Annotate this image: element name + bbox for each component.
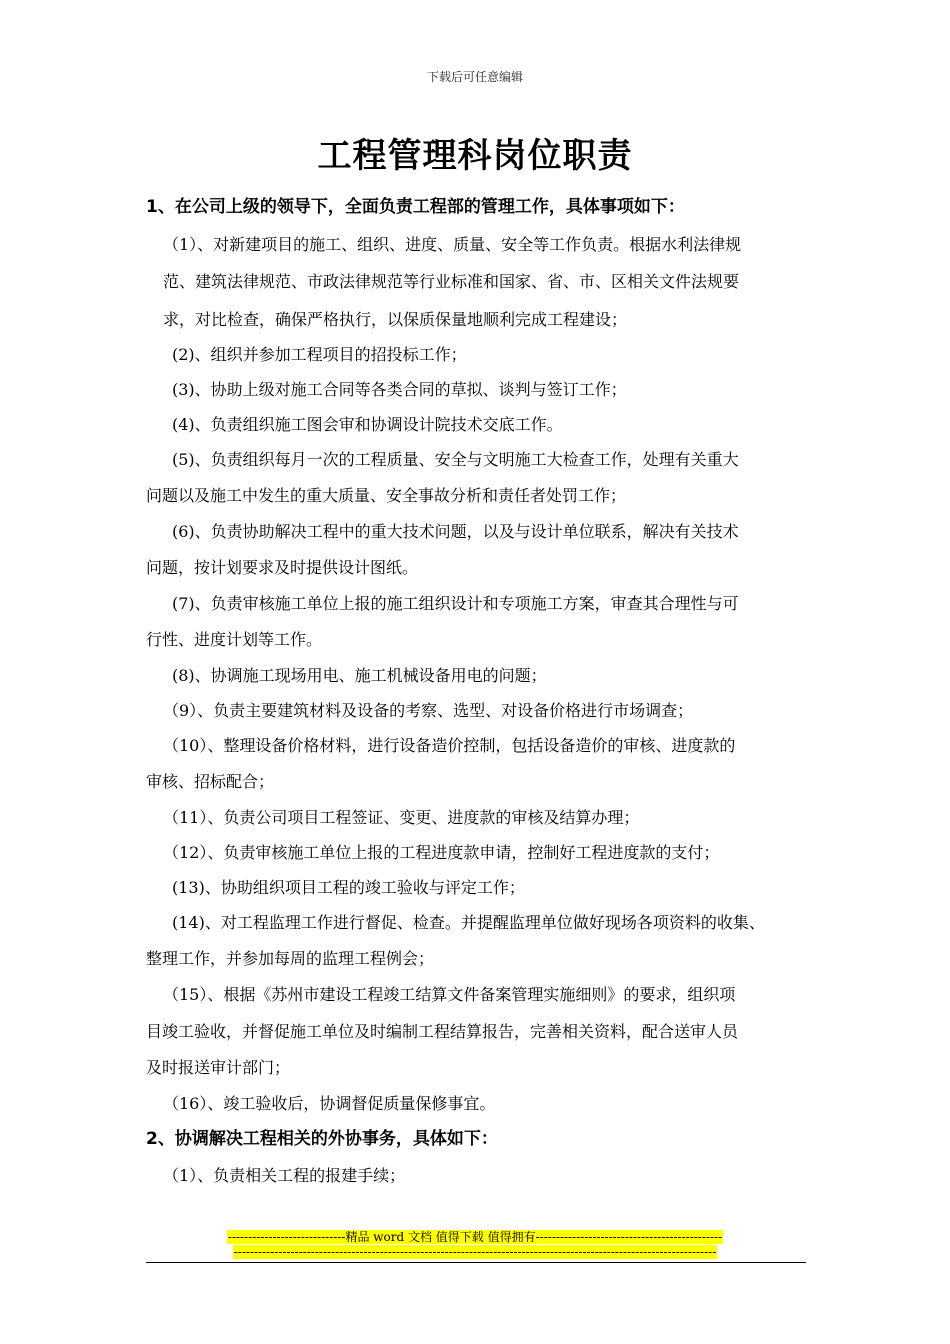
header-note: 下载后可任意编辑 [426, 70, 523, 84]
footer-banner-line2: ----------------------------------------------------------------------------------------------------------------------- [233, 1245, 717, 1259]
section-heading-1: 1、在公司上级的领导下，全面负责工程部的管理工作，具体事项如下： [146, 197, 685, 217]
paragraph-line: (8)、协调施工现场用电、施工机械设备用电的问题； [172, 666, 547, 685]
paragraph-line: （1）、对新建项目的施工、组织、进度、质量、安全等工作负责。根据水利法律规 [163, 235, 742, 254]
paragraph-line: 行性、进度计划等工作。 [146, 630, 323, 649]
document-title: 工程管理科岗位职责 [317, 136, 633, 176]
footer-banner-second [0, 1245, 950, 1259]
section-heading-2: 2、协调解决工程相关的外协事务，具体如下： [146, 1129, 498, 1149]
paragraph-line: （10）、整理设备价格材料，进行设备造价控制，包括设备造价的审核、进度款的 [163, 736, 736, 755]
paragraph-line: （1）、负责相关工程的报建手续； [163, 1166, 406, 1185]
paragraph-line: (13)、协助组织项目工程的竣工验收与评定工作； [172, 878, 525, 897]
paragraph-line: 目竣工验收，并督促施工单位及时编制工程结算报告，完善相关资料，配合送审人员 [146, 1022, 739, 1041]
paragraph-line: (2)、组织并参加工程项目的招投标工作； [172, 345, 467, 364]
paragraph-line: 问题，按计划要求及时提供设计图纸。 [146, 558, 419, 577]
paragraph-line: （16）、竣工验收后，协调督促质量保修事宜。 [163, 1094, 496, 1113]
paragraph-line: (7)、负责审核施工单位上报的施工组织设计和专项施工方案，审查其合理性与可 [172, 594, 739, 613]
paragraph-line: （11）、负责公司项目工程签证、变更、进度款的审核及结算办理； [163, 808, 640, 827]
paragraph-line: 问题以及施工中发生的重大质量、安全事故分析和责任者处罚工作； [146, 486, 627, 505]
footer-banner [0, 1228, 950, 1245]
paragraph-line: (3)、协助上级对施工合同等各类合同的草拟、谈判与签订工作； [172, 380, 627, 399]
paragraph-line: 审核、招标配合； [146, 772, 275, 791]
paragraph-line: （9）、负责主要建筑材料及设备的考察、选型、对设备价格进行市场调查； [163, 701, 694, 720]
paragraph-line: 范、建筑法律规范、市政法律规范等行业标准和国家、省、市、区相关文件法规要 [163, 272, 740, 291]
paragraph-line: 求，对比检查，确保严格执行，以保质保量地顺利完成工程建设； [163, 310, 628, 329]
paragraph-line: （15）、根据《苏州市建设工程竣工结算文件备案管理实施细则》的要求，组织项 [163, 985, 736, 1004]
paragraph-line: (14)、对工程监理工作进行督促、检查。并提醒监理单位做好现场各项资料的收集、 [172, 913, 765, 932]
paragraph-line: 整理工作，并参加每周的监理工程例会； [146, 949, 435, 968]
footer-banner-line1: -----------------------------精品 word 文档 值得下载 值得拥有---------------------------------------------- [227, 1230, 723, 1244]
paragraph-line: (6)、负责协助解决工程中的重大技术问题，以及与设计单位联系，解决有关技术 [172, 522, 739, 541]
paragraph-line: (4)、负责组织施工图会审和协调设计院技术交底工作。 [172, 415, 563, 434]
paragraph-line: (5)、负责组织每月一次的工程质量、安全与文明施工大检查工作，处理有关重大 [172, 450, 739, 469]
footer-divider [146, 1262, 806, 1263]
paragraph-line: （12）、负责审核施工单位上报的工程进度款申请，控制好工程进度款的支付； [163, 843, 720, 862]
paragraph-line: 及时报送审计部门； [146, 1058, 291, 1077]
